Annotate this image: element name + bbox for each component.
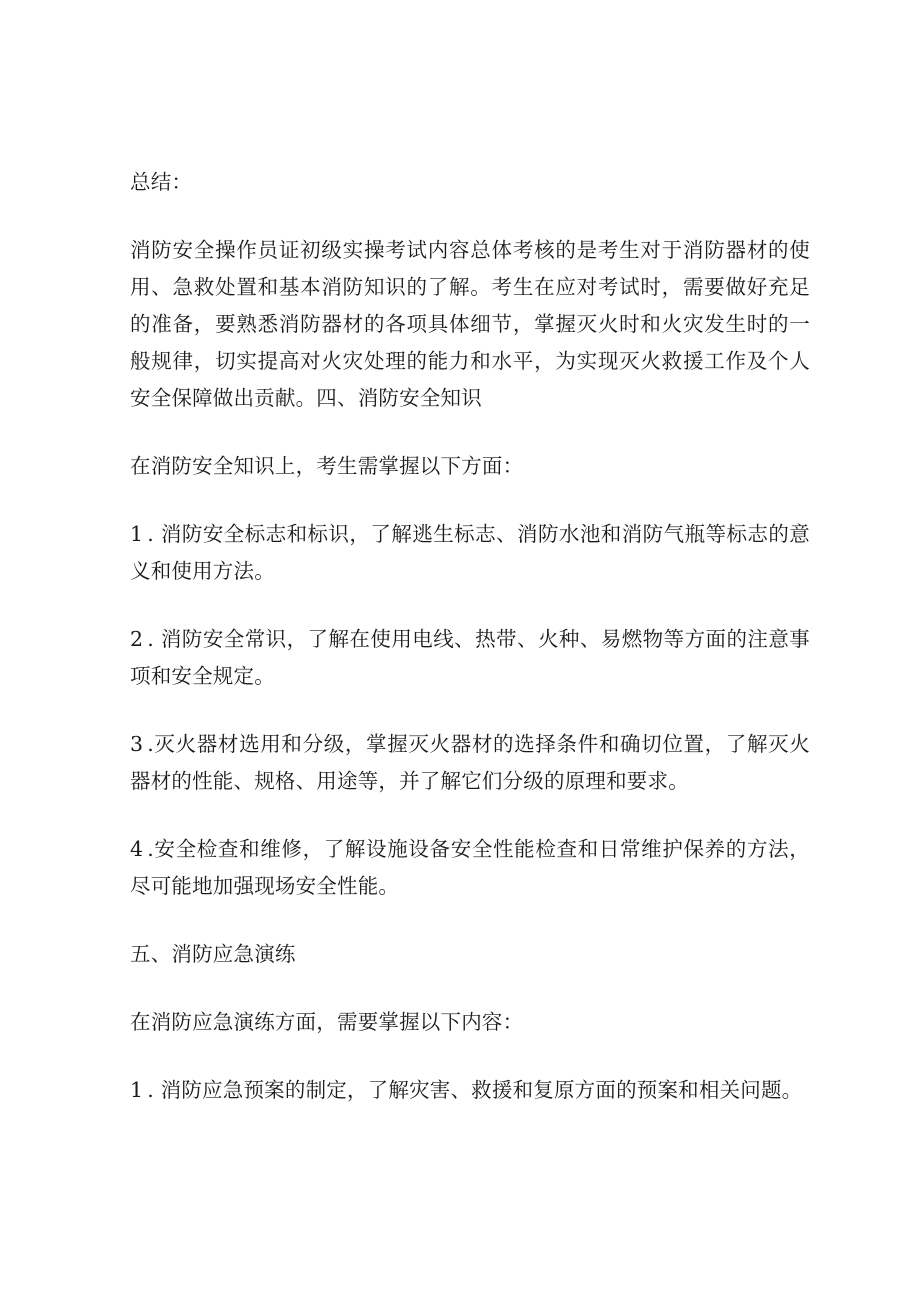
document-body (130, 164, 810, 1140)
list-item-text: . 消防安全常识，了解在使用电线、热带、火种、易燃物等方面的注意事项和安全规定。 (130, 627, 810, 688)
list-item-text: .灭火器材选用和分级，掌握灭火器材的选择条件和确切位置，了解灭火器材的性能、规格、用途等，并了解它们分级的原理和要求。 (130, 732, 810, 793)
list-item (130, 1072, 810, 1109)
section5-heading: 五、消防应急演练 (130, 942, 296, 966)
list-item-text: .安全检查和维修，了解设施设备安全性能检查和日常维护保养的方法，尽可能地加强现场安全性能。 (130, 837, 810, 898)
list-item (130, 516, 810, 590)
list-item-number: 2 (130, 627, 144, 651)
list-item (130, 831, 810, 905)
summary-heading: 总结： (130, 170, 193, 194)
list-item-number: 4 (130, 837, 144, 861)
list-item-number: 1 (130, 522, 144, 546)
summary-paragraph: 消防安全操作员证初级实操考试内容总体考核的是考生对于消防器材的使用、急救处置和基本消防知识的了解。考生在应对考试时，需要做好充足的准备，要熟悉消防器材的各项具体细节，掌握灭火时和火灾发生时的一般规律，切实提高对火灾处理的能力和水平，为实现灭火救援工作及个人安全保障做出贡献。四、消防安全知识 (130, 238, 810, 410)
section5-intro: 在消防应急演练方面，需要掌握以下内容： (130, 1010, 524, 1034)
list-item-number: 3 (130, 732, 144, 756)
section4-intro: 在消防安全知识上，考生需掌握以下方面： (130, 454, 524, 478)
list-item (130, 726, 810, 800)
list-item-number: 1 (130, 1078, 144, 1102)
list-item-text: . 消防安全标志和标识，了解逃生标志、消防水池和消防气瓶等标志的意义和使用方法。 (130, 522, 810, 583)
list-item-text: . 消防应急预案的制定，了解灾害、救援和复原方面的预案和相关问题。 (147, 1078, 803, 1102)
list-item (130, 621, 810, 695)
